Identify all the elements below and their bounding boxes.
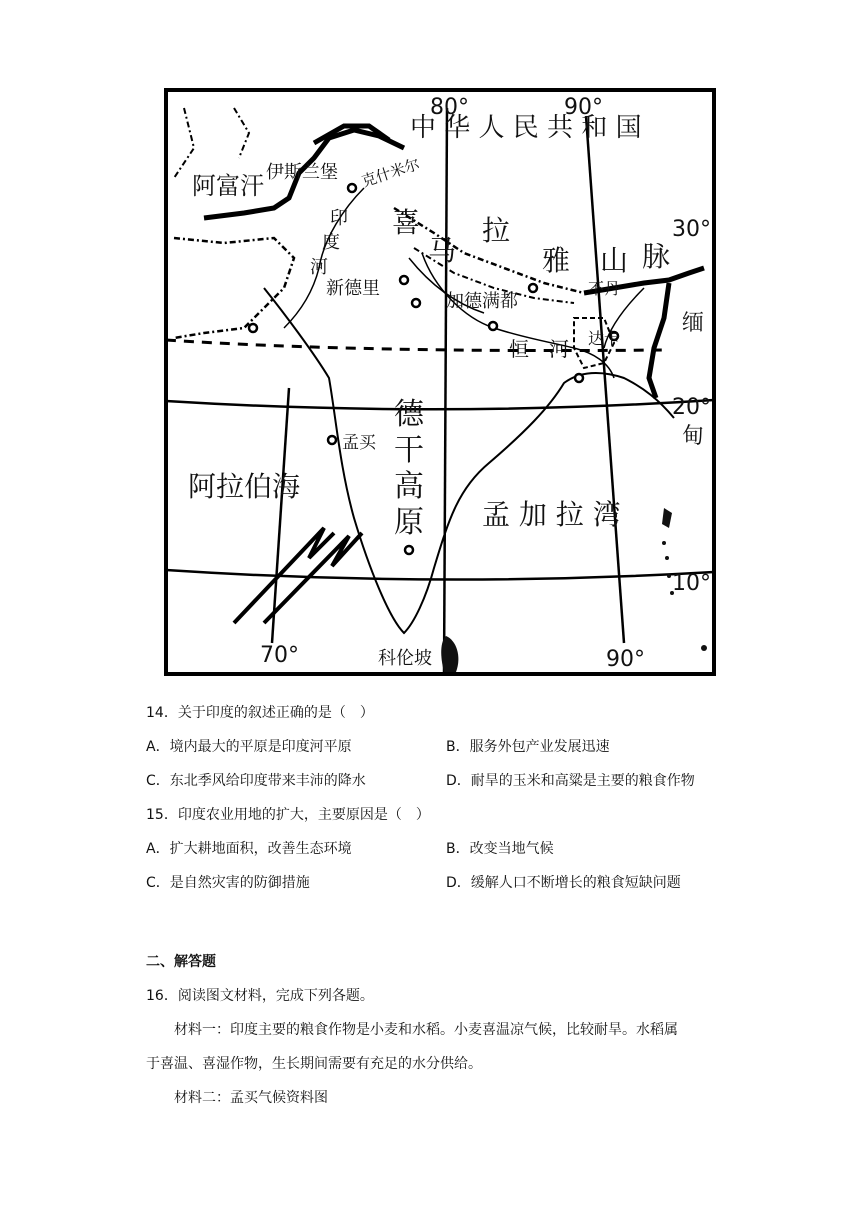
bay-of-bengal-label: 孟 加 拉 湾 bbox=[482, 498, 621, 531]
bhutan-label: 不丹 bbox=[588, 279, 621, 298]
dhaka-label: 达卡 bbox=[588, 329, 621, 348]
q14-option-c: C．东北季风给印度带来丰沛的降水 bbox=[146, 773, 366, 789]
deccan-char-3: 高 bbox=[394, 469, 424, 504]
mumbai-label: 孟买 bbox=[342, 433, 376, 453]
q15-option-a: A．扩大耕地面积，改善生态环境 bbox=[146, 841, 352, 857]
south-asia-map bbox=[164, 88, 716, 676]
q14-option-d: D．耐旱的玉米和高粱是主要的粮食作物 bbox=[446, 773, 695, 789]
lon-90-bottom-label: 90° bbox=[606, 647, 645, 672]
q15-option-b: B．改变当地气候 bbox=[446, 841, 554, 857]
lon-80-label: 80° bbox=[430, 95, 469, 120]
himalaya-char-2: 马 bbox=[428, 234, 457, 267]
lon-70-label: 70° bbox=[260, 643, 299, 668]
q16-stem: 16．阅读图文材料，完成下列各题。 bbox=[146, 988, 374, 1004]
lat-10-line bbox=[166, 570, 714, 580]
map-svg bbox=[164, 88, 716, 676]
lat-10-label: 10° bbox=[672, 571, 711, 596]
lon-90-line bbox=[586, 116, 624, 643]
himalaya-char-5: 山 bbox=[600, 244, 629, 277]
deccan-char-2: 干 bbox=[394, 433, 424, 468]
q15-option-c: C．是自然灾害的防御措施 bbox=[146, 875, 310, 891]
lon-80-line bbox=[444, 108, 447, 674]
himalaya-char-3: 拉 bbox=[482, 214, 511, 247]
q14-option-b: B．服务外包产业发展迅速 bbox=[446, 739, 610, 755]
himalaya-char-6: 脉 bbox=[642, 240, 671, 273]
material2: 材料二：孟买气候资料图 bbox=[174, 1090, 328, 1106]
myanmar-label-top: 缅 bbox=[682, 311, 705, 336]
colombo-label: 科伦坡 bbox=[378, 648, 432, 669]
q14-option-a: A．境内最大的平原是印度河平原 bbox=[146, 739, 352, 755]
islamabad-label: 伊斯兰堡 bbox=[266, 162, 338, 183]
material1-line2: 于喜温、喜湿作物，生长期间需要有充足的水分供给。 bbox=[146, 1056, 482, 1072]
kashmir-label: 克什米尔 bbox=[359, 154, 422, 191]
lat-20-label: 20° bbox=[672, 395, 711, 420]
kathmandu-label: 加德满都 bbox=[446, 291, 518, 312]
myanmar-label-bottom: 甸 bbox=[682, 424, 705, 449]
indus-label-3: 河 bbox=[310, 257, 328, 278]
china-label: 中 华 人 民 共 和 国 bbox=[410, 113, 642, 143]
himalaya-char-4: 雅 bbox=[542, 244, 571, 277]
indus-label-2: 度 bbox=[322, 232, 340, 253]
q15-stem: 15．印度农业用地的扩大，主要原因是（ ） bbox=[146, 807, 430, 823]
lat-30-label: 30° bbox=[672, 217, 711, 242]
ganges-label: 恒 河 bbox=[509, 337, 569, 361]
sri-lanka bbox=[441, 636, 458, 672]
arabian-sea-label: 阿拉伯海 bbox=[188, 470, 301, 503]
new-delhi-label: 新德里 bbox=[326, 278, 380, 299]
q15-option-d: D．缓解人口不断增长的粮食短缺问题 bbox=[446, 875, 681, 891]
deccan-char-4: 原 bbox=[394, 505, 424, 540]
himalaya-char-1: 喜 bbox=[392, 206, 421, 239]
q14-stem: 14．关于印度的叙述正确的是（ ） bbox=[146, 705, 374, 721]
section-title: 二、解答题 bbox=[146, 954, 216, 970]
lat-20-line bbox=[166, 400, 714, 409]
deccan-char-1: 德 bbox=[394, 397, 424, 432]
lon-90-top-label: 90° bbox=[564, 95, 603, 120]
material1-line1: 材料一：印度主要的粮食作物是小麦和水稻。小麦喜温凉气候，比较耐旱。水稻属 bbox=[174, 1022, 678, 1038]
indus-label-1: 印 bbox=[330, 208, 348, 229]
pak-border bbox=[174, 238, 294, 338]
afghanistan-label: 阿富汗 bbox=[192, 172, 264, 200]
